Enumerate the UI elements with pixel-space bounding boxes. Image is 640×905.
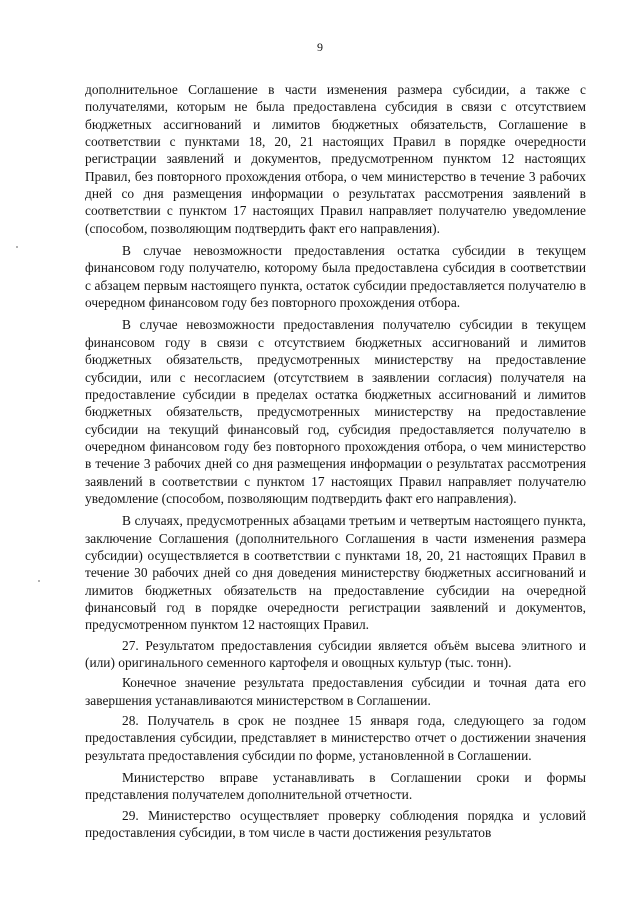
paragraph-next-year-subsidy: В случае невозможности предоставления получателю субсидии в текущем финансовом году в связи с отсутствием бюджетных ассигнований и лимитов бюджетных обязательств, предусмотренных министерству на предоставление субсидии, или с несогласием (отсутствием в заявлении согласия) получателя на предоставление субсидии в пределах остатка бюджетных ассигнований и лимитов бюджетных обязательств, предусмотренных министерству на предоставление субсидии на текущий финансовый год, субсидия предоставляется получателю в очередном финансовом году без повторного прохождения отбора, о чем министерство в течение 3 рабочих дней со дня размещения информации о результатах рассмотрения заявлений в соответствии с пунктом 17 настоящих Правил направляет получателю уведомление (способом, позволяющим подтвердить факт его направления). <box>85 317 586 506</box>
paragraph-agreement-conclusion: В случаях, предусмотренных абзацами третьим и четвертым настоящего пункта, заключение Соглашения (дополнительного Соглашения в части изменения размера субсидии) осуществляется в соответствии с пунктами 18, 20, 21 настоящих Правил в течение 30 рабочих дней со дня доведения министерству бюджетных ассигнований и лимитов бюджетных обязательств на предоставление субсидии на очередной финансовый год в порядке очередности регистрации заявлений и документов, предусмотренном пунктом 12 настоящих Правил. <box>85 513 586 633</box>
paragraph-item-27: 27. Результатом предоставления субсидии является объём высева элитного и (или) оригинального семенного картофеля и овощных культур (тыс. тонн). <box>85 637 586 670</box>
margin-mark <box>38 580 40 582</box>
paragraph-item-29: 29. Министерство осуществляет проверку соблюдения порядка и условий предоставления субсидии, в том числе в части достижения результатов <box>85 807 586 841</box>
margin-mark <box>16 246 18 248</box>
paragraph-remaining-subsidy: В случае невозможности предоставления остатка субсидии в текущем финансовом году получателю, которому была предоставлена субсидия в соответствии с абзацем первым настоящего пункта, остаток субсидии предоставляется получателю в очередном финансовом году без повторного прохождения отбора. <box>85 243 586 311</box>
document-body <box>85 81 586 841</box>
paragraph-continuation: дополнительное Соглашение в части изменения размера субсидии, а также с получателями, которым не была предоставлена субсидия в связи с отсутствием бюджетных ассигнований и лимитов бюджетных обязательств, Соглашение в соответствии с пунктами 18, 20, 21 настоящих Правил в порядке очередности регистрации заявлений и документов, предусмотренном пунктом 12 настоящих Правил, без повторного прохождения отбора, о чем министерство в течение 3 рабочих дней со дня размещения информации о результатах рассмотрения заявлений в соответствии с пунктом 17 настоящих Правил направляет получателю уведомление (способом, позволяющим подтвердить факт его направления). <box>85 82 586 236</box>
paragraph-additional-reporting: Министерство вправе устанавливать в Соглашении сроки и формы представления получателем дополнительной отчетности. <box>85 770 586 803</box>
paragraph-item-28: 28. Получатель в срок не позднее 15 января года, следующего за годом предоставления субсидии, представляет в министерство отчет о достижении значения результата предоставления субсидии по форме, установленной в Соглашении. <box>85 713 586 763</box>
paragraph-result-value: Конечное значение результата предоставления субсидии и точная дата его завершения устанавливаются министерством в Соглашении. <box>85 675 586 708</box>
page-number: 9 <box>317 40 323 54</box>
